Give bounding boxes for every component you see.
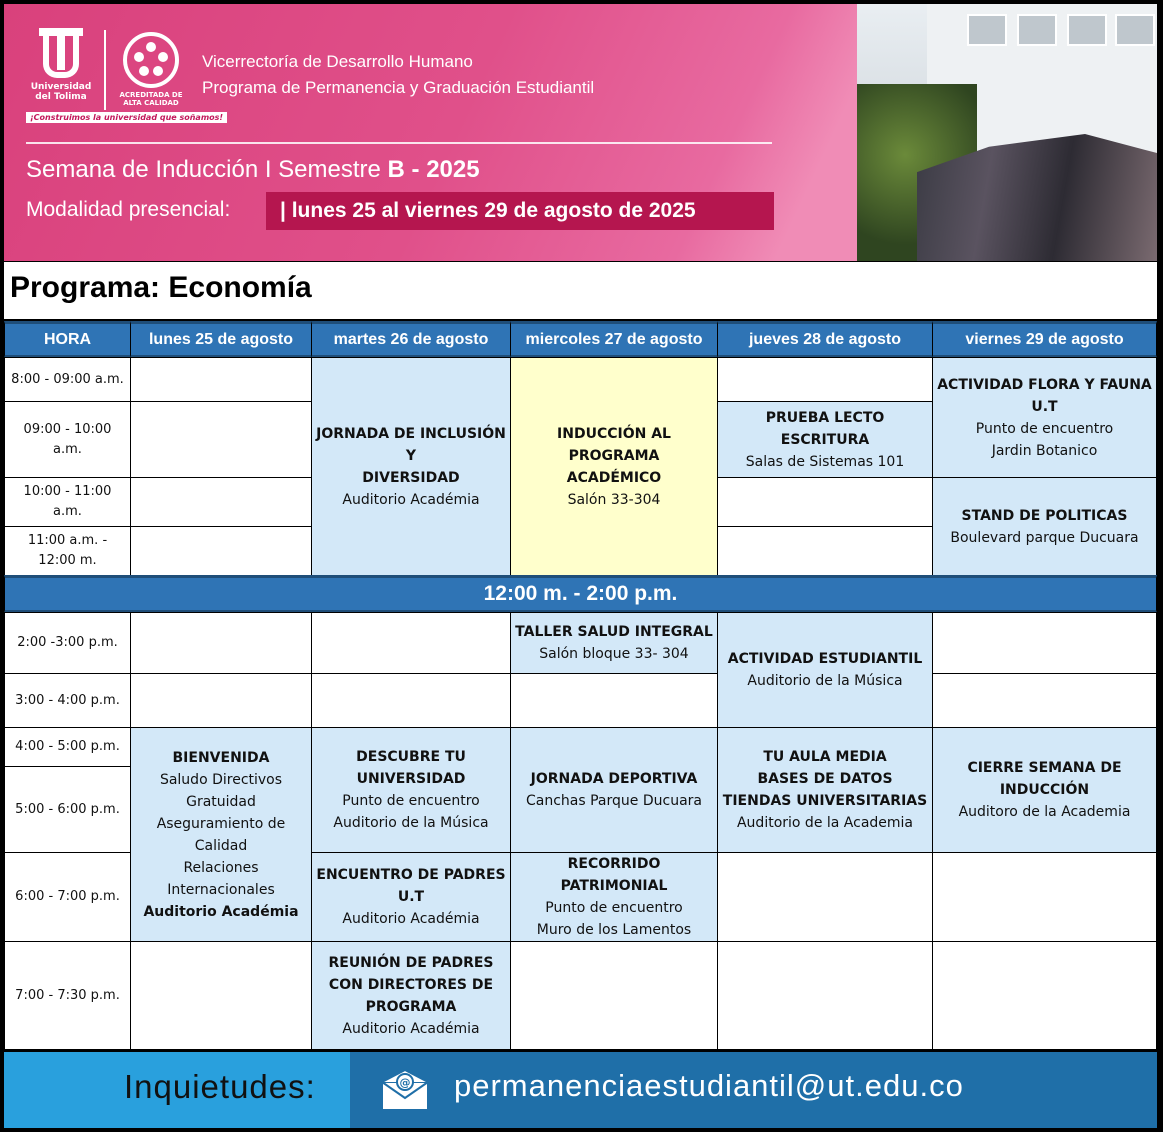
event-title: BASES DE DATOS xyxy=(757,771,893,787)
event-place: Muro de los Lamentos xyxy=(536,922,692,938)
event-prueba-lecto xyxy=(717,401,933,478)
event-place: Jardin Botanico xyxy=(991,442,1098,459)
col-header-fri: viernes 29 de agosto xyxy=(932,321,1157,358)
org-line-2: Programa de Permanencia y Graduación Estudiantil xyxy=(202,78,595,97)
event-title: U.T xyxy=(397,889,425,905)
schedule-grid xyxy=(4,321,1157,1050)
empty-cell xyxy=(510,673,718,728)
empty-cell xyxy=(311,673,511,728)
event-flora-fauna xyxy=(932,357,1157,478)
empty-cell xyxy=(932,612,1157,674)
event-stand-politicas xyxy=(932,477,1157,576)
time-9: 09:00 - 10:00 a.m. xyxy=(4,401,131,478)
event-recorrido-patrimonial xyxy=(510,852,718,942)
university-logo xyxy=(26,28,96,102)
event-place: Salas de Sistemas 101 xyxy=(745,453,905,470)
event-line: Calidad xyxy=(194,837,248,854)
event-line: Aseguramiento de xyxy=(156,815,286,832)
empty-cell xyxy=(311,612,511,674)
event-title: TIENDAS UNIVERSITARIAS xyxy=(722,793,928,809)
event-place: Punto de encuentro xyxy=(975,420,1114,437)
empty-cell xyxy=(130,612,312,674)
event-induccion-programa xyxy=(510,357,718,576)
event-place: Auditorio de la Academia xyxy=(736,815,914,831)
event-title: TALLER SALUD INTEGRAL xyxy=(515,624,713,640)
event-title: ACTIVIDAD FLORA Y FAUNA xyxy=(937,376,1152,393)
empty-cell xyxy=(717,477,933,527)
event-title: PRUEBA LECTO ESCRITURA xyxy=(765,409,885,448)
event-title: PROGRAMA xyxy=(365,998,457,1015)
event-title: ACTIVIDAD ESTUDIANTIL xyxy=(727,651,923,667)
slogan: ¡Construimos la universidad que soñamos! xyxy=(26,112,227,123)
event-title: DESCUBRE TU xyxy=(356,749,466,765)
event-title: ENCUENTRO DE PADRES xyxy=(316,867,506,883)
footer-bar xyxy=(4,1052,1157,1128)
university-name: Universidad del Tolima xyxy=(30,82,92,102)
event-place: Punto de encuentro xyxy=(342,793,480,809)
svg-text:@: @ xyxy=(399,1076,411,1089)
accreditation-logo xyxy=(116,32,186,107)
event-place: Salón 33-304 xyxy=(567,491,661,508)
event-place: Punto de encuentro xyxy=(545,900,683,916)
event-place: Auditorio Académia xyxy=(143,903,299,920)
modality-label: Modalidad presencial: xyxy=(26,198,231,221)
event-actividad-estudiantil xyxy=(717,612,933,728)
time-15: 3:00 - 4:00 p.m. xyxy=(4,673,131,728)
event-title: UNIVERSIDAD xyxy=(356,771,466,787)
event-place: Auditoro de la Academia xyxy=(958,804,1131,820)
time-11: 11:00 a.m. - 12:00 m. xyxy=(4,526,131,576)
col-header-wed: miercoles 27 de agosto xyxy=(510,321,718,358)
event-line: Saludo Directivos xyxy=(159,771,283,788)
event-descubre-universidad xyxy=(311,727,511,853)
event-jornada-inclusion xyxy=(311,357,511,576)
empty-cell xyxy=(932,673,1157,728)
event-line: Gratuidad xyxy=(186,793,256,810)
week-prefix: Semana de Inducción I Semestre xyxy=(26,156,381,183)
event-line: Internacionales xyxy=(167,881,275,898)
event-title: INDUCCIÓN AL PROGRAMA xyxy=(557,425,671,464)
event-taller-salud xyxy=(510,612,718,674)
program-title-bar xyxy=(4,262,1157,319)
inquietudes-label: Inquietudes: xyxy=(124,1068,316,1105)
empty-cell xyxy=(130,673,312,728)
time-17: 5:00 - 6:00 p.m. xyxy=(4,766,131,853)
header-rule xyxy=(26,142,772,144)
empty-cell xyxy=(130,477,312,527)
org-line-1: Vicerrectoría de Desarrollo Humano xyxy=(202,52,473,71)
time-10: 10:00 - 11:00 a.m. xyxy=(4,477,131,527)
col-header-hour: HORA xyxy=(4,321,131,358)
empty-cell xyxy=(510,941,718,1050)
week-semester: B - 2025 xyxy=(387,156,480,183)
lunch-break: 12:00 m. - 2:00 p.m. xyxy=(4,575,1157,613)
empty-cell xyxy=(130,526,312,576)
logo-divider xyxy=(104,30,106,110)
week-title xyxy=(26,156,480,184)
col-header-mon: lunes 25 de agosto xyxy=(130,321,312,358)
event-reunion-padres xyxy=(311,941,511,1050)
event-title: DIVERSIDAD xyxy=(362,469,460,486)
time-18: 6:00 - 7:00 p.m. xyxy=(4,852,131,942)
event-title: STAND DE POLITICAS xyxy=(961,507,1128,524)
event-place: Auditorio de la Música xyxy=(747,673,903,689)
time-14: 2:00 -3:00 p.m. xyxy=(4,612,131,674)
accreditation-text: ACREDITADA DE ALTA CALIDAD xyxy=(119,91,183,107)
event-cierre-semana xyxy=(932,727,1157,853)
event-place: Auditorio Académia xyxy=(342,491,480,508)
event-line: Relaciones xyxy=(183,859,259,876)
event-title: INDUCCIÓN xyxy=(999,782,1090,798)
time-16: 4:00 - 5:00 p.m. xyxy=(4,727,131,767)
event-place: Salón bloque 33- 304 xyxy=(539,646,689,662)
event-place: Canchas Parque Ducuara xyxy=(526,793,702,809)
event-title: ACADÉMICO xyxy=(566,469,662,486)
empty-cell xyxy=(932,852,1157,942)
modality-dates: | lunes 25 al viernes 29 de agosto de 2025 xyxy=(266,192,774,230)
event-title: BIENVENIDA xyxy=(172,749,270,766)
col-header-tue: martes 26 de agosto xyxy=(311,321,511,358)
event-place: Auditorio Académia xyxy=(342,911,480,927)
event-title: CIERRE SEMANA DE xyxy=(967,760,1122,776)
time-8: 8:00 - 09:00 a.m. xyxy=(4,357,131,402)
contact-email-link[interactable]: permanenciaestudiantil@ut.edu.co xyxy=(454,1068,964,1103)
empty-cell xyxy=(717,357,933,402)
empty-cell xyxy=(717,941,933,1050)
event-place: Boulevard parque Ducuara xyxy=(950,529,1139,546)
time-19: 7:00 - 7:30 p.m. xyxy=(4,941,131,1050)
col-header-thu: jueves 28 de agosto xyxy=(717,321,933,358)
event-tu-aula-media xyxy=(717,727,933,853)
empty-cell xyxy=(932,941,1157,1050)
empty-cell xyxy=(130,941,312,1050)
event-bienvenida xyxy=(130,727,312,942)
empty-cell xyxy=(130,357,312,402)
empty-cell xyxy=(130,401,312,478)
event-title: U.T xyxy=(1031,398,1058,415)
event-encuentro-padres xyxy=(311,852,511,942)
email-icon xyxy=(380,1068,430,1112)
event-title: RECORRIDO PATRIMONIAL xyxy=(560,856,668,894)
event-title: JORNADA DE INCLUSIÓN Y xyxy=(316,425,506,464)
empty-cell xyxy=(717,526,933,576)
program-title: Programa: Economía xyxy=(10,271,312,304)
event-place: Auditorio Académia xyxy=(342,1020,480,1037)
event-title: TU AULA MEDIA xyxy=(763,749,887,765)
campus-photo xyxy=(857,4,1157,261)
event-jornada-deportiva xyxy=(510,727,718,853)
event-place: Auditorio de la Música xyxy=(333,815,489,831)
header-banner xyxy=(4,4,1157,261)
event-title: JORNADA DEPORTIVA xyxy=(530,771,698,787)
event-title: CON DIRECTORES DE xyxy=(328,976,494,993)
empty-cell xyxy=(717,852,933,942)
event-title: REUNIÓN DE PADRES xyxy=(328,954,494,971)
